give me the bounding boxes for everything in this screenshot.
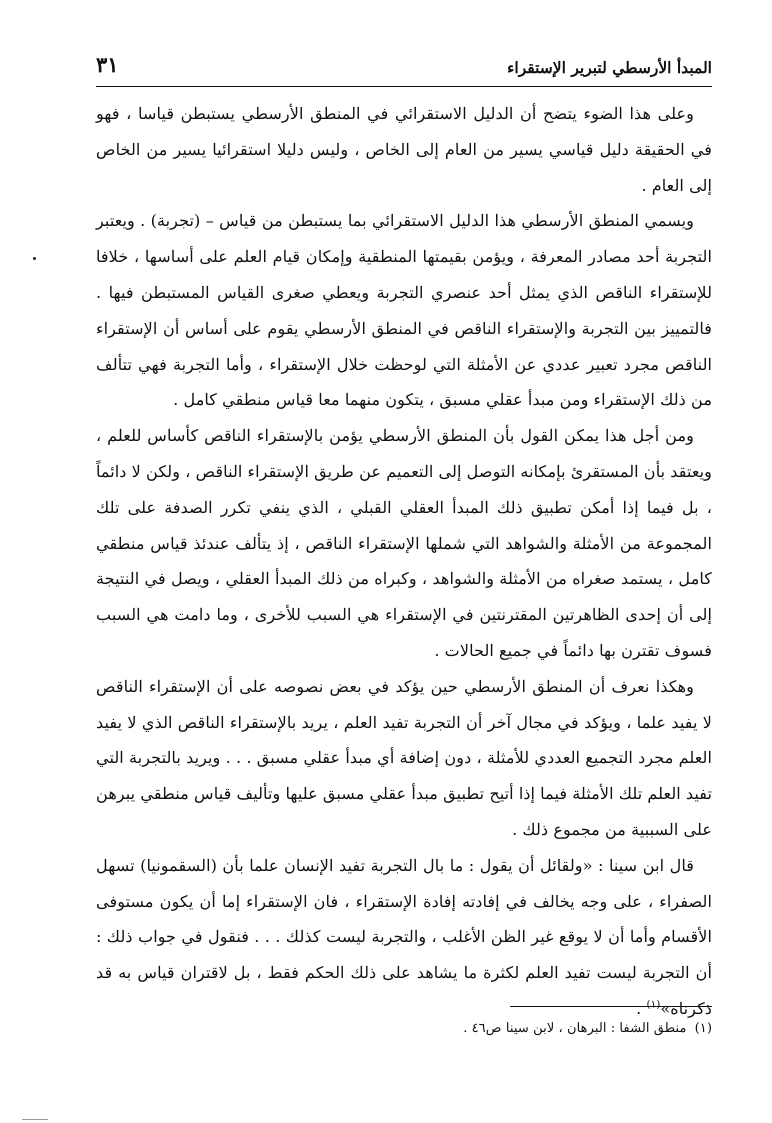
paragraph-4: وهكذا نعرف أن المنطق الأرسطي حين يؤكد في بعض نصوصه على أن الإستقراء الناقص لا يفيد علما ، ويؤكد في مجال آخر أن التجربة تفيد العلم ، يريد بالإستقراء الناقص الذي لا يفيد العلم مجرد التجميع العددي للأمثلة ، دون إضافة أي مبدأ عقلي مسبق . . . ويريد بالتجربة التي تفيد العلم تلك الأمثلة فيما إذا أتيح تطبيق مبدأ عقلي مسبق عليها وتأليف قياس منطقي يبرهن على السببية من مجموع ذلك .: [96, 676, 712, 839]
margin-speck: [33, 257, 36, 260]
footnote-text: منطق الشفا : البرهان ، لابن سينا ص٤٦ .: [463, 1021, 687, 1036]
quote-lead: قال ابن سينا :: [592, 855, 694, 875]
paragraph-5-quote: [96, 848, 712, 1027]
paragraph-3: ومن أجل هذا يمكن القول بأن المنطق الأرسطي يؤمن بالإستقراء الناقص كأساس للعلم ، ويعتقد بأن المستقرئ بإمكانه التوصل إلى التعميم عن طريق الإستقراء الناقص ، ولكن لا دائماً ، بل فيما إذا أمكن تطبيق ذلك المبدأ العقلي القبلي ، الذي ينفي تكرر الصدفة على تلك المجموعة من الأمثلة والشواهد التي شملها الإستقراء الناقص ، إذ يتألف عندئذ قياس منطقي كامل ، يستمد صغراه من الأمثلة والشواهد ، وكبراه من ذلك المبدأ العقلي ، ويصل في النتيجة إلى أن إحدى الظاهرتين المقترنتين في الإستقراء هي السبب للأخرى ، وما دامت هي السبب فسوف تقترن بها دائماً في جميع الحالات .: [96, 426, 712, 660]
quote-open-mark: «: [582, 855, 593, 875]
paragraph-1: وعلى هذا الضوء يتضح أن الدليل الاستقرائي في المنطق الأرسطي يستبطن قياسا ، فهو في الحقيقة دليل قياسي يسير من العام إلى الخاص ، وليس دليلا استقرائيا يسير من الخاص إلى العام .: [96, 104, 712, 195]
quote-end-period: .: [636, 998, 647, 1018]
ibn-sina-quote: ولقائل أن يقول : ما بال التجربة تفيد الإنسان علما بأن (السقمونيا) تسهل الصفراء ، على وجه يخالف في إفادته إفادة الإستقراء ، فان الإستقراء إما أن يكون مستوفى الأقسام وأما أن لا يوقع غير الظن الأغلب ، والتجربة ليست كذلك . . . فنقول في جواب ذلك : أن التجربة ليست تفيد العلم لكثرة ما يشاهد على ذلك الحكم فقط ، بل لاقتران قياس به قد ذكرناه: [96, 855, 712, 1018]
footnote-number: (١): [694, 1021, 712, 1036]
scan-edge-mark: [22, 1119, 48, 1120]
footnote-divider: [510, 1006, 712, 1007]
paragraph-2: ويسمي المنطق الأرسطي هذا الدليل الاستقرائي بما يستبطن من قياس – (تجربة) . ويعتبر التجربة أحد مصادر المعرفة ، ويؤمن بقيمتها المنطقية وإمكان قيام العلم على أساسها ، خلافا للإستقراء الناقص الذي يمثل أحد عنصري التجربة ويعطي صغرى القياس المستبطن فيها . فالتمييز بين التجربة والإستقراء الناقص في المنطق الأرسطي يقوم على أساس أن الإستقراء الناقص مجرد تعبير عددي عن الأمثلة التي لوحظت خلال الإستقراء ، وأما التجربة فهي تتألف من ذلك الإستقراء ومن مبدأ عقلي مسبق ، يتكون منهما معا قياس منطقي كامل .: [96, 211, 712, 410]
body-text: [96, 96, 712, 1027]
page-header: [96, 46, 712, 87]
running-title: المبدأ الأرسطي لتبرير الإستقراء: [507, 58, 712, 77]
footnote: [96, 1016, 712, 1042]
page-number: ٣١: [96, 52, 119, 77]
quote-close-mark: »: [660, 998, 671, 1018]
footnote-reference: (١): [646, 998, 661, 1011]
